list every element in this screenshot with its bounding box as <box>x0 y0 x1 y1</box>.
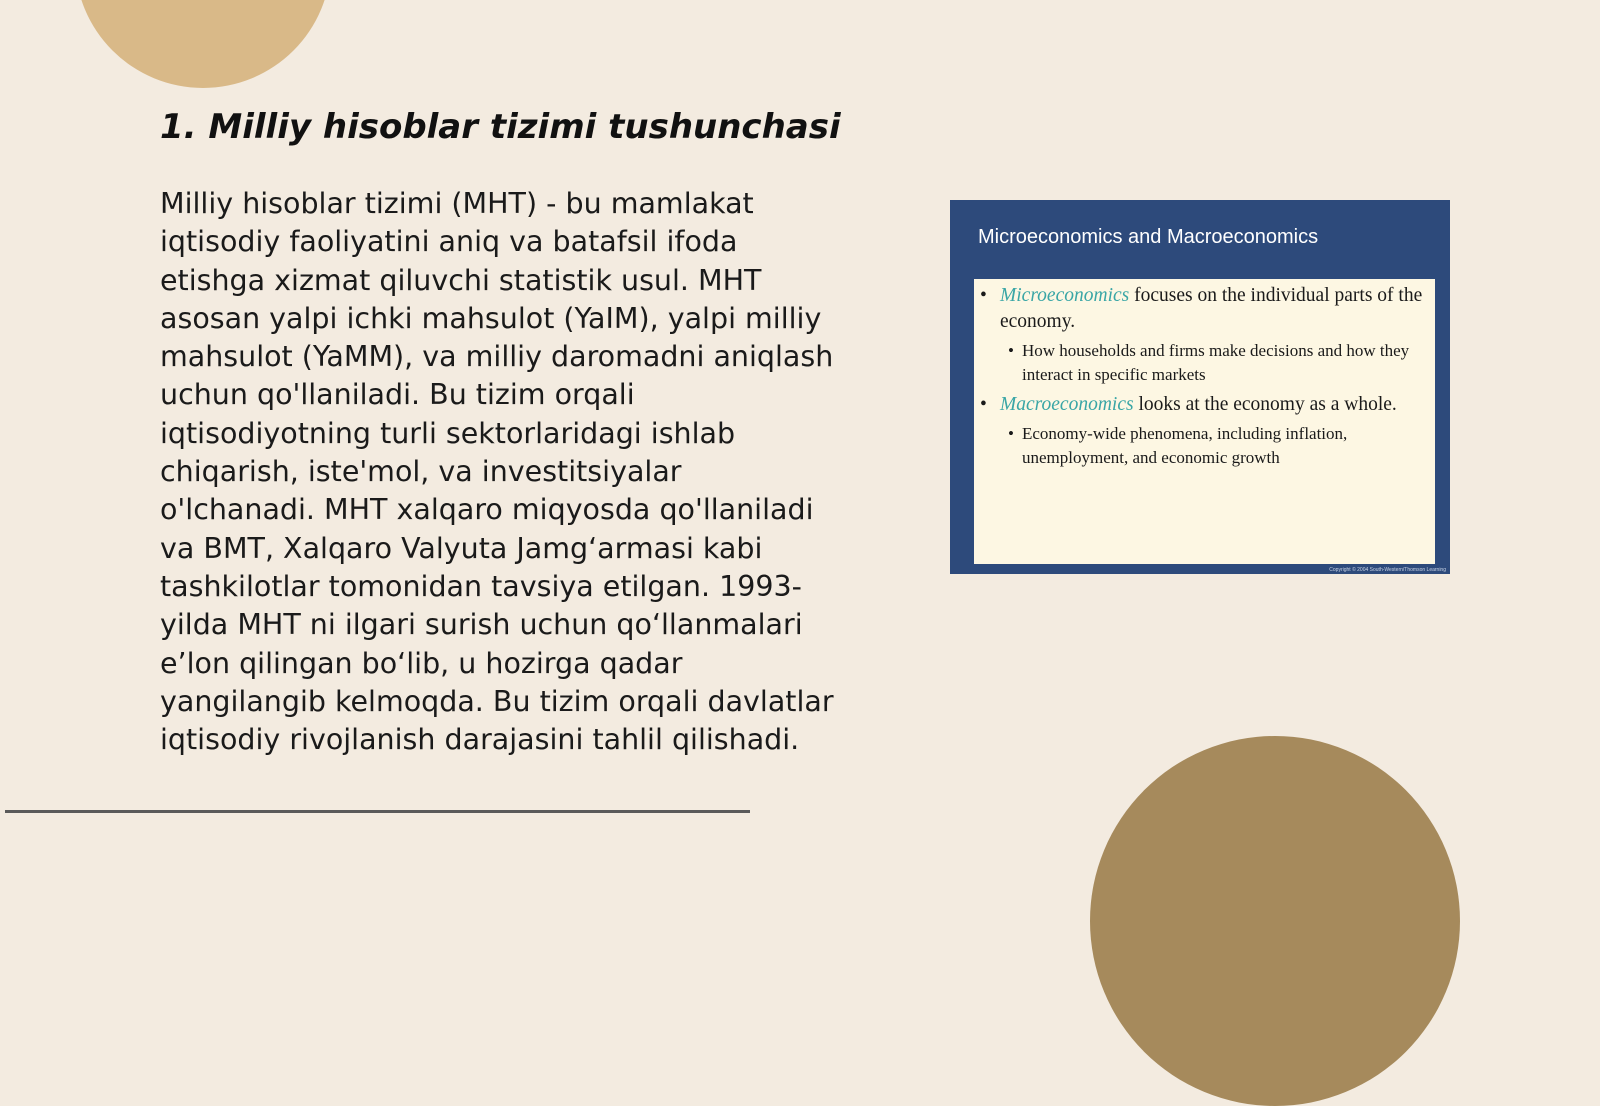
term-microeconomics: Microeconomics <box>1000 285 1130 306</box>
sub-bullet-microeconomics <box>980 339 1427 386</box>
bullet-microeconomics <box>980 283 1427 335</box>
bullet-text: focuses on the individual parts of the economy. <box>1000 285 1423 332</box>
sub-bullet-macroeconomics <box>980 422 1427 469</box>
sub-bullet-text: Economy-wide phenomena, including inflation, unemployment, and economic growth <box>1022 424 1348 467</box>
decorative-circle-top <box>75 0 331 88</box>
bullet-dot: • <box>980 394 987 415</box>
sub-bullet-text: How households and firms make decisions and how they interact in specific markets <box>1022 341 1410 384</box>
bullet-dot: • <box>1008 341 1014 360</box>
bullet-text: looks at the economy as a whole. <box>1133 394 1397 415</box>
embedded-slide-content <box>974 279 1435 564</box>
embedded-slide-title: Microeconomics and Macroeconomics <box>978 226 1319 248</box>
bullet-macroeconomics <box>980 392 1427 418</box>
bullet-dot: • <box>1008 424 1014 443</box>
divider-line <box>5 810 750 813</box>
bullet-dot: • <box>980 285 987 306</box>
term-macroeconomics: Macroeconomics <box>1000 394 1134 415</box>
copyright-notice: Copyright © 2004 South-Western/Thomson Learning <box>1329 567 1446 573</box>
slide-title: 1. Milliy hisoblar tizimi tushunchasi <box>160 107 841 147</box>
slide-body-text: Milliy hisoblar tizimi (MHT) - bu mamlakat iqtisodiy faoliyatini aniq va batafsil ifoda etishga xizmat qiluvchi statistik usul. MHT asosan yalpi ichki mahsulot (YaIM), yalpi milliy mahsulot (YaMM), va milliy daromadni aniqlash uchun qo'llaniladi. Bu tizim orqali iqtisodiyotning turli sektorlaridagi ishlab chiqarish, iste'mol, va investitsiyalar o'lchanadi. MHT xalqaro miqyosda qo'llaniladi va BMT, Xalqaro Valyuta Jamg‘armasi kabi tashkilotlar tomonidan tavsiya etilgan. 1993-yilda MHT ni ilgari surish uchun qo‘llanmalari e’lon qilingan bo‘lib, u hozirga qadar yangilangib kelmoqda. Bu tizim orqali davlatlar iqtisodiy rivojlanish darajasini tahlil qilishadi. <box>160 187 834 757</box>
decorative-circle-bottom <box>1090 736 1460 1106</box>
embedded-slide-image <box>950 200 1450 574</box>
